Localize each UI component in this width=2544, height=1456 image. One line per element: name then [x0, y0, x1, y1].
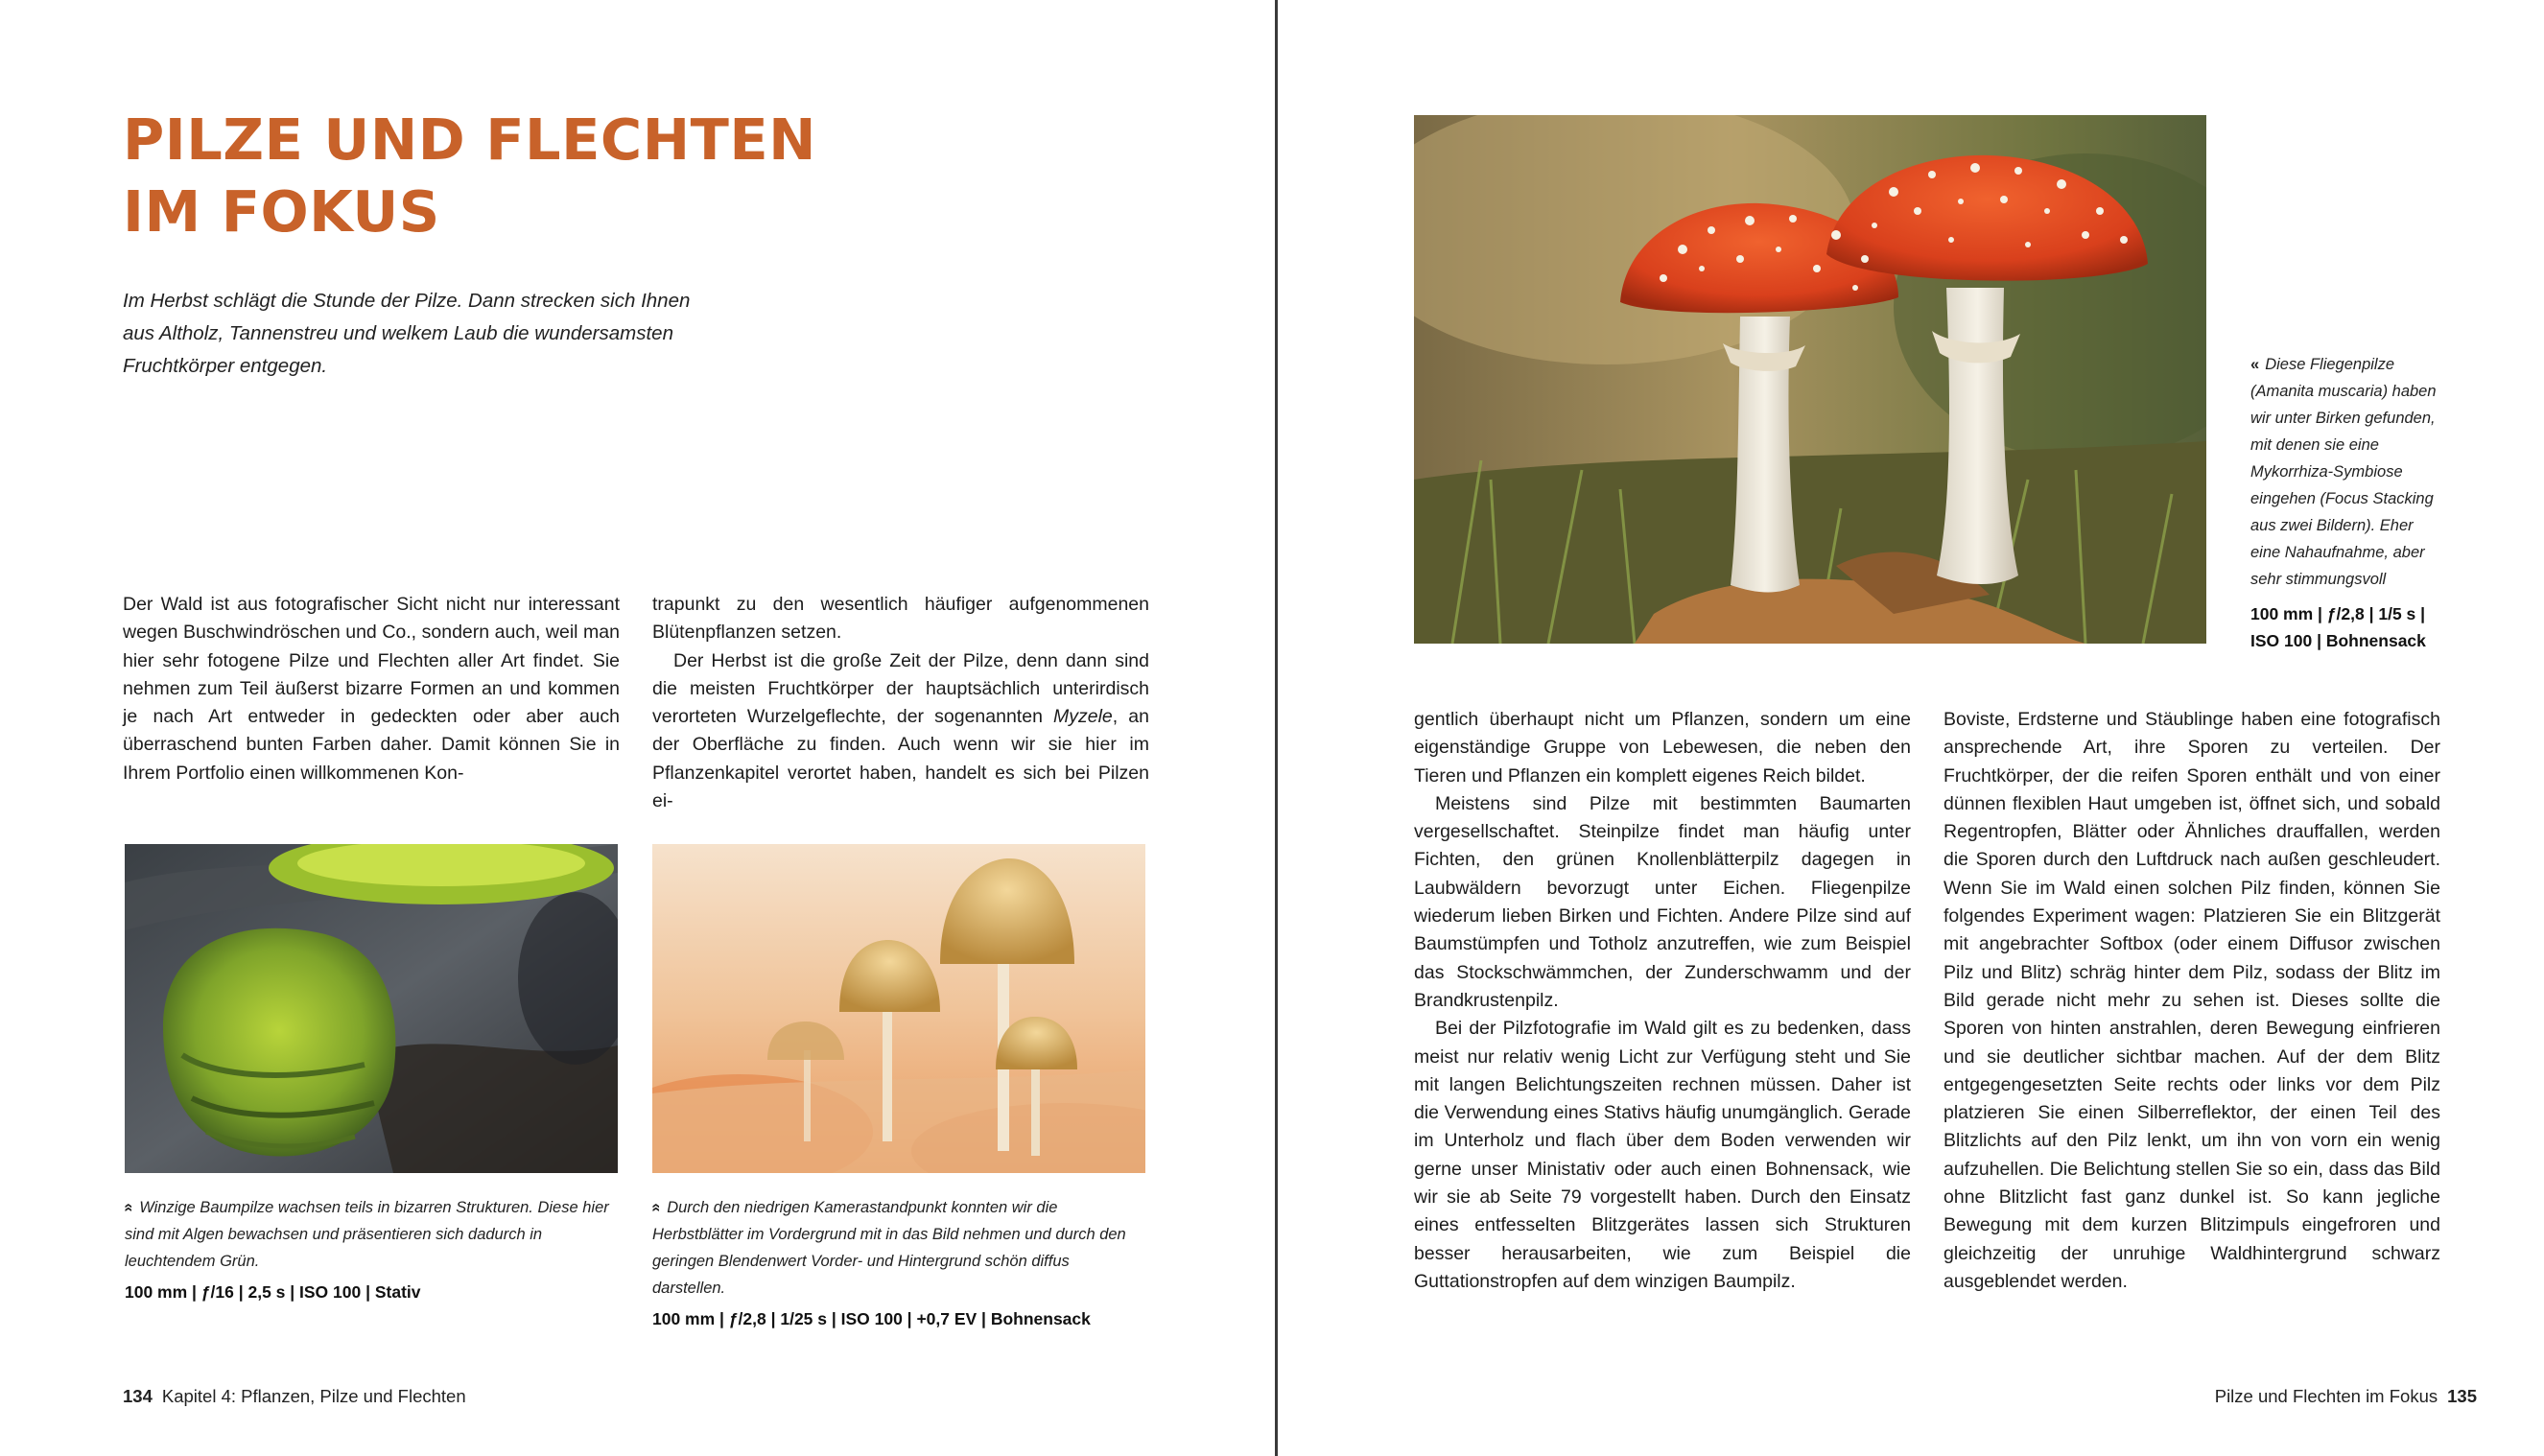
right-col2-paragraph-1: Boviste, Erdsterne und Stäublinge haben eine fotografisch ansprechende Art, ihre Sporen zu verteilen. Der Fruchtkörper, der die reifen Sporen enthält und von einer dünnen flexiblen Haut umgeben ist, öffnet sich, und sobald Regentropfen, Blätter oder Ähnliches drauffallen, werden die Sporen durch den Luftdruck nach außen geschleudert. Wenn Sie im Wald einen solchen Pilz finden, können Sie folgendes Experiment wagen: Platzieren Sie ein Blitzgerät mit angebrachter Softbox (oder einem Diffusor zwischen Pilz und Blitz) schräg hinter dem Pilz, sodass der Blitz im Bild gerade nicht mehr zu sehen ist. Dieses sollte die Sporen von hinten anstrahlen, deren Bewegung einfrieren und sie deutlicher sichtbar machen. Auf der dem Blitz entgegengesetzten Seite rechts oder links vor dem Pilz platzieren Sie einen Silberreflektor, der einen Teil des Blitzlichts auf den Pilz lenkt, um ihn von vorn ein wenig aufzuhellen. Die Belichtung stellen Sie so ein, dass das Bild ohne Blitzlicht fast ganz dunkel ist. So kann jegliche Bewegung mit dem kurzen Blitzimpuls eingefroren und gleichzeitig der unruhige Waldhintergrund schwarz ausgeblendet werden.: [1943, 709, 2440, 1292]
photo-fly-agaric: [1414, 115, 2206, 644]
caption-marker-icon: «: [648, 1203, 666, 1212]
page-number: 135: [2447, 1386, 2477, 1406]
photo-bracket-fungus: [125, 844, 618, 1173]
caption-fly-agaric: « Diese Fliegenpilze (Amanita muscaria) haben wir unter Birken gefunden, mit denen sie eine Mykorrhiza-Symbiose eingehen (Focus Stacking aus zwei Bildern). Eher eine Nahaufnahme, aber sehr stimmungsvoll: [2250, 356, 2437, 588]
left-col2-paragraph-2: Der Herbst ist die große Zeit der Pilze, denn dann sind die meisten Fruchtkörper der hauptsächlich unterirdisch verorteten Wurzelgeflechte, der sogenannten Myzele, an der Oberfläche zu finden. Auch wenn wir sie hier im Pflanzenkapitel verortet haben, handelt es sich bei Pilzen ei-: [652, 649, 1149, 812]
spec-small-mushrooms: 100 mm | ƒ/2,8 | 1/25 s | ISO 100 | +0,7 EV | Bohnensack: [652, 1309, 1091, 1328]
title-line-1: PILZE UND FLECHTEN: [123, 106, 817, 173]
spec-fly-agaric: 100 mm | ƒ/2,8 | 1/5 s | ISO 100 | Bohnensack: [2250, 604, 2426, 650]
photo-small-mushrooms: [652, 844, 1145, 1173]
title-line-2: IM FOKUS: [123, 178, 440, 245]
right-col1-paragraph-2: Meistens sind Pilze mit bestimmten Baumarten vergesellschaftet. Steinpilze findet man häufig unter Fichten, den grünen Knollenblätterpilz dagegen in Laubwäldern bevorzugt unter Eichen. Fliegenpilze wiederum lieben Birken und Fichten. Andere Pilze sind auf Baumstümpfen und Totholz anzutreffen, wie zum Beispiel das Stockschwämmchen, der Zunderschwamm und der Brandkrustenpilz.: [1414, 792, 1911, 1011]
right-page: [1272, 0, 2544, 1456]
left-column-1: [123, 591, 620, 787]
caption-marker-icon: «: [120, 1203, 138, 1212]
right-col1-paragraph-1: gentlich überhaupt nicht um Pflanzen, sondern um eine eigenständige Gruppe von Lebewesen, die neben den Tieren und Pflanzen ein komplett eigenes Reich bildet.: [1414, 709, 1911, 787]
left-footer: [123, 1384, 466, 1409]
caption-bracket-fungus: «Winzige Baumpilze wachsen teils in bizarren Strukturen. Diese hier sind mit Algen bewachsen und präsentieren sich dadurch in leuchtendem Grün.: [125, 1194, 618, 1275]
chapter-name: Kapitel 4: Pflanzen, Pilze und Flechten: [161, 1386, 466, 1406]
page-title: [123, 104, 816, 247]
right-col1-paragraph-3: Bei der Pilzfotografie im Wald gilt es zu bedenken, dass meist nur relativ wenig Licht zur Verfügung steht und Sie mit langen Belichtungszeiten rechnen müssen. Daher ist die Verwendung eines Stativs häufig unumgänglich. Gerade im Unterholz und flach über dem Boden verwenden wir gerne unser Ministativ oder auch einen Bohnensack, wie wir sie ab Seite 79 vorgestellt haben. Durch den Einsatz eines entfesselten Blitzgerätes lassen sich Strukturen besser herausarbeiten, wie zum Beispiel die Guttationstropfen auf dem winzigen Baumpilz.: [1414, 1018, 1911, 1292]
running-head: Pilze und Flechten im Fokus: [2214, 1386, 2438, 1406]
page-number: 134: [123, 1386, 153, 1406]
bracket-fungus-illustration: [125, 844, 618, 1173]
intro-text: Im Herbst schlägt die Stunde der Pilze. Dann strecken sich Ihnen aus Altholz, Tannenstreu und welkem Laub die wundersamsten Fruchtkörper entgegen.: [123, 290, 691, 377]
fly-agaric-illustration: [1414, 115, 2206, 644]
caption-marker-icon: «: [2250, 356, 2260, 373]
right-column-2: [1943, 706, 2440, 1296]
species-name: Amanita muscaria: [2255, 383, 2383, 400]
left-col1-paragraph: Der Wald ist aus fotografischer Sicht nicht nur interessant wegen Buschwindröschen und Co., sondern auch, weil man hier sehr fotogene Pilze und Flechten aller Art findet. Sie nehmen zum Teil äußerst bizarre Formen an und kommen je nach Art entweder in gedeckten oder aber auch überraschend bunten Farben daher. Damit können Sie in Ihrem Portfolio einen willkommenen Kon-: [123, 594, 620, 784]
left-col2-paragraph-1: trapunkt zu den wesentlich häufiger aufgenommenen Blütenpflanzen setzen.: [652, 594, 1149, 644]
caption-small-mushrooms: «Durch den niedrigen Kamerastandpunkt konnten wir die Herbstblätter im Vordergrund mit in das Bild nehmen und durch den geringen Blendenwert Vorder- und Hintergrund schön diffus darstellen.: [652, 1194, 1145, 1302]
small-mushrooms-illustration: [652, 844, 1145, 1173]
right-footer: [2215, 1384, 2477, 1409]
term-myzele: Myzele: [1053, 706, 1113, 728]
left-column-2: [652, 591, 1149, 815]
right-column-1: [1414, 706, 1911, 1296]
spec-bracket-fungus: 100 mm | ƒ/16 | 2,5 s | ISO 100 | Stativ: [125, 1282, 421, 1302]
